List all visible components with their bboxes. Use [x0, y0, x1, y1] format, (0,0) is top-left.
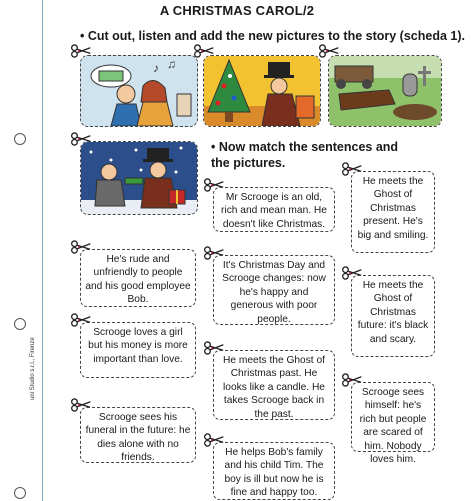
- binder-hole: [14, 318, 26, 330]
- margin-line: [42, 0, 43, 501]
- instruction-cut-out: • Cut out, listen and add the new pictures to the story (scheda 1).: [80, 29, 465, 43]
- sentence-card: Scrooge sees himself: he's rich but people are scared of him. Nobody loves him.: [351, 382, 435, 452]
- sentence-card: He helps Bob's family and his child Tim. The boy is ill but now he is fine and happy too.: [213, 442, 335, 500]
- picture-christmas-tree: [203, 55, 321, 127]
- svg-text:♫: ♫: [167, 57, 176, 71]
- sentence-card: Mr Scrooge is an old, rich and mean man. He doesn't like Christmas.: [213, 187, 335, 232]
- sentence-card: He meets the Ghost of Christmas past. He looks like a candle. He takes Scrooge back in the past.: [213, 350, 335, 420]
- page-title: A CHRISTMAS CAROL/2: [159, 3, 315, 18]
- picture-scrooge-giving-gift: [80, 141, 198, 215]
- sentence-card: He meets the Ghost of Christmas future: it's black and scary.: [351, 275, 435, 357]
- svg-text:♪: ♪: [153, 61, 159, 75]
- binder-hole: [14, 487, 26, 499]
- sentence-card: He meets the Ghost of Christmas present. He's big and smiling.: [351, 171, 435, 253]
- picture-graveyard: [328, 55, 442, 127]
- sentence-card: He's rude and unfriendly to people and his good employee Bob.: [80, 249, 196, 307]
- publisher-credit: uni Studio s.r.l., Firenze: [30, 337, 36, 400]
- sentence-card: Scrooge loves a girl but his money is more important than love.: [80, 322, 196, 378]
- binder-hole: [14, 133, 26, 145]
- instruction-match: • Now match the sentences and the pictures.: [211, 140, 399, 170]
- sentence-card: It's Christmas Day and Scrooge changes: now he's happy and generous with poor people.: [213, 255, 335, 325]
- picture-scrooge-and-girl: [80, 55, 198, 127]
- sentence-card: Scrooge sees his funeral in the future: he dies alone with no friends.: [80, 407, 196, 463]
